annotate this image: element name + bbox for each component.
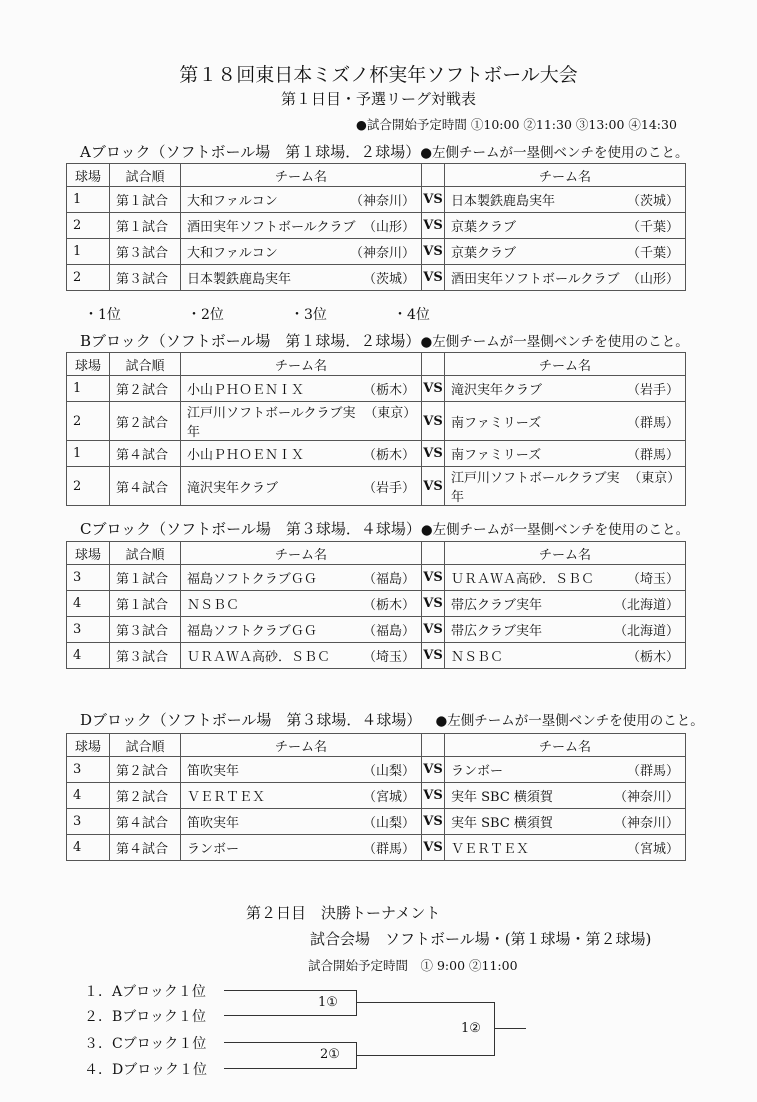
order-cell: 第１試合: [110, 591, 181, 617]
header-order: 試合順: [110, 353, 181, 376]
header-team: チーム名: [181, 164, 422, 187]
field-cell: 4: [67, 643, 110, 669]
team2-name: 酒田実年ソフトボールクラブ: [451, 272, 620, 287]
team2-name: ＵＲＡＷＡ高砂．ＳＢＣ: [451, 572, 595, 587]
team2-prefecture: （岩手）: [626, 383, 679, 398]
team1-name: 笛吹実年: [187, 816, 240, 831]
team2-name: 京葉クラブ: [451, 220, 517, 235]
team1-name: 小山ＰＨＯＥＮＩＸ: [187, 448, 305, 463]
team2-name: 南ファミリーズ: [451, 415, 542, 431]
header-team: チーム名: [181, 542, 422, 565]
field-cell: 1: [67, 239, 110, 265]
page-title: 第１８回東日本ミズノ杯実年ソフトボール大会: [179, 64, 578, 86]
team1-prefecture: （栃木）: [362, 448, 415, 463]
team1-prefecture: （福島）: [362, 624, 415, 639]
header-field: 球場: [67, 542, 110, 565]
team2-name: ランボー: [451, 764, 504, 779]
team2-prefecture: （群馬）: [626, 448, 679, 463]
start-times: ●試合開始予定時間 ①10:00 ②11:30 ③13:00 ④14:30: [356, 117, 677, 132]
team2-prefecture: （神奈川）: [613, 790, 679, 805]
vs-cell: VS: [422, 783, 445, 809]
team1-name: ランボー: [187, 842, 240, 857]
team2-name: 日本製鉄鹿島実年: [451, 194, 556, 209]
team1: [187, 620, 415, 639]
team1-prefecture: （山梨）: [362, 764, 415, 779]
header-vs: [422, 734, 445, 757]
team2-prefecture: （栃木）: [626, 650, 679, 665]
team2-cell: [445, 643, 686, 669]
header-team2: チーム名: [445, 734, 686, 757]
team2: [451, 412, 679, 431]
team2: [451, 760, 679, 779]
team1-prefecture: （宮城）: [362, 790, 415, 805]
team2-cell: [445, 239, 686, 265]
team2: [451, 646, 679, 665]
table-header-row: [67, 353, 686, 376]
team2-prefecture: （北海道）: [613, 624, 679, 639]
team1-cell: [181, 835, 422, 861]
team1-cell: [181, 591, 422, 617]
table-row: [67, 757, 686, 783]
header-vs: [422, 542, 445, 565]
header-vs: [422, 353, 445, 376]
vs-cell: VS: [422, 809, 445, 835]
team1-name: ＮＳＢＣ: [187, 598, 240, 613]
team1: [187, 402, 415, 440]
team1-prefecture: （群馬）: [362, 842, 415, 857]
team1: [187, 477, 415, 496]
team2-cell: [445, 783, 686, 809]
header-order: 試合順: [110, 542, 181, 565]
team2-prefecture: （東京）: [628, 471, 681, 486]
team2-cell: [445, 467, 686, 506]
match-1-label: 1①: [318, 995, 338, 1010]
team2-prefecture: （群馬）: [626, 415, 679, 431]
field-cell: 4: [67, 591, 110, 617]
team1-cell: [181, 187, 422, 213]
vs-cell: VS: [422, 187, 445, 213]
field-cell: 3: [67, 617, 110, 643]
team1: [187, 760, 415, 779]
team2-name: 実年 SBC 横須賀: [451, 816, 553, 831]
team1-cell: [181, 239, 422, 265]
day2-times: 試合開始予定時間 ① 9:00 ②11:00: [308, 958, 518, 973]
order-cell: 第２試合: [110, 376, 181, 402]
team1: [187, 379, 415, 398]
order-cell: 第４試合: [110, 809, 181, 835]
team2-cell: [445, 441, 686, 467]
team2-name: 帯広クラブ実年: [451, 624, 543, 639]
page-subtitle: 第１日目・予選リーグ対戦表: [280, 90, 476, 108]
table-header-row: [67, 164, 686, 187]
team1-name: ＵＲＡＷＡ高砂．ＳＢＣ: [187, 650, 331, 665]
bracket-line: [224, 1042, 356, 1043]
order-cell: 第３試合: [110, 265, 181, 291]
team2-prefecture: （北海道）: [613, 598, 679, 613]
field-cell: 1: [67, 187, 110, 213]
team1: [187, 190, 415, 209]
team1-prefecture: （神奈川）: [349, 246, 415, 261]
field-cell: 4: [67, 783, 110, 809]
team1-name: 日本製鉄鹿島実年: [187, 272, 292, 287]
team2-name: 帯広クラブ実年: [451, 598, 543, 613]
header-team2: チーム名: [445, 353, 686, 376]
bracket-line: [356, 990, 357, 1016]
team2-cell: [445, 376, 686, 402]
entry-4: ４．Dブロック１位: [84, 1062, 207, 1078]
header-team2: チーム名: [445, 542, 686, 565]
bracket-line: [356, 1055, 494, 1056]
field-cell: 1: [67, 441, 110, 467]
table-row: [67, 402, 686, 441]
bracket-line: [224, 1015, 356, 1016]
team1-name: 酒田実年ソフトボールクラブ: [187, 220, 356, 235]
bracket-line: [356, 1002, 494, 1003]
field-cell: 3: [67, 809, 110, 835]
table-header-row: [67, 542, 686, 565]
block-c-heading: Cブロック（ソフトボール場 第３球場．４球場）●左側チームが一塁側ベンチを使用のこと。: [80, 520, 690, 538]
team2: [451, 467, 679, 505]
order-cell: 第３試合: [110, 617, 181, 643]
vs-cell: VS: [422, 757, 445, 783]
table-row: [67, 467, 686, 506]
table-row: [67, 617, 686, 643]
team1: [187, 838, 415, 857]
vs-cell: VS: [422, 265, 445, 291]
team2-cell: [445, 565, 686, 591]
table-row: [67, 376, 686, 402]
team2: [451, 444, 679, 463]
field-cell: 3: [67, 565, 110, 591]
team1-name: 大和ファルコン: [187, 246, 278, 261]
team1-cell: [181, 467, 422, 506]
team1-name: 小山ＰＨＯＥＮＩＸ: [187, 383, 305, 398]
team2: [451, 216, 679, 235]
team2-cell: [445, 757, 686, 783]
team2-name: 南ファミリーズ: [451, 448, 542, 463]
team2-cell: [445, 835, 686, 861]
team2-prefecture: （宮城）: [626, 842, 679, 857]
team2-name: 実年 SBC 横須賀: [451, 790, 553, 805]
team1: [187, 812, 415, 831]
field-cell: 3: [67, 757, 110, 783]
team1-cell: [181, 617, 422, 643]
bracket-line: [494, 1028, 526, 1029]
block-d-heading: Dブロック（ソフトボール場 第３球場．４球場） ●左側チームが一塁側ベンチを使用のこと。: [80, 711, 704, 729]
field-cell: 2: [67, 213, 110, 239]
order-cell: 第４試合: [110, 467, 181, 506]
team1-cell: [181, 809, 422, 835]
field-cell: 2: [67, 402, 110, 441]
header-field: 球場: [67, 734, 110, 757]
block-b-heading: Bブロック（ソフトボール場 第１球場．２球場）●左側チームが一塁側ベンチを使用のこと。: [80, 332, 689, 350]
team1-prefecture: （埼玉）: [362, 650, 415, 665]
team1-cell: [181, 783, 422, 809]
vs-cell: VS: [422, 239, 445, 265]
team1-cell: [181, 643, 422, 669]
vs-cell: VS: [422, 441, 445, 467]
team2: [451, 594, 679, 613]
order-cell: 第４試合: [110, 835, 181, 861]
team1-name: 滝沢実年クラブ: [187, 480, 279, 496]
team1-name: 福島ソフトクラブＧＧ: [187, 624, 317, 639]
vs-cell: VS: [422, 617, 445, 643]
header-team: チーム名: [181, 734, 422, 757]
team2-name: 滝沢実年クラブ: [451, 383, 543, 398]
entry-1: １．Aブロック１位: [84, 984, 206, 1000]
team2: [451, 379, 679, 398]
header-order: 試合順: [110, 164, 181, 187]
table-row: [67, 783, 686, 809]
team1: [187, 594, 415, 613]
field-cell: 4: [67, 835, 110, 861]
team2: [451, 812, 679, 831]
team2-cell: [445, 213, 686, 239]
team2: [451, 568, 679, 587]
team1: [187, 646, 415, 665]
bracket-line: [224, 990, 356, 991]
team2-name: 江戸川ソフトボールクラブ実年: [451, 471, 620, 505]
team2-prefecture: （山形）: [626, 272, 679, 287]
day2-title: 第２日目 決勝トーナメント: [246, 904, 441, 922]
team2: [451, 190, 679, 209]
block-d-table: [66, 733, 686, 861]
team1-prefecture: （山梨）: [362, 816, 415, 831]
day2-venue: 試合会場 ソフトボール場・(第１球場・第２球場): [310, 930, 652, 948]
team2-cell: [445, 809, 686, 835]
field-cell: 1: [67, 376, 110, 402]
table-row: [67, 809, 686, 835]
team2: [451, 620, 679, 639]
team1-cell: [181, 402, 422, 441]
team1-prefecture: （栃木）: [362, 598, 415, 613]
final-label: 1②: [461, 1021, 481, 1036]
team2-name: 京葉クラブ: [451, 246, 517, 261]
team2-prefecture: （群馬）: [626, 764, 679, 779]
block-a-heading: Aブロック（ソフトボール場 第１球場．２球場）●左側チームが一塁側ベンチを使用のこと。: [80, 143, 689, 161]
team2-prefecture: （埼玉）: [626, 572, 679, 587]
team1-cell: [181, 441, 422, 467]
team1-cell: [181, 376, 422, 402]
vs-cell: VS: [422, 565, 445, 591]
entry-3: ３．Cブロック１位: [84, 1036, 207, 1052]
team2-cell: [445, 591, 686, 617]
vs-cell: VS: [422, 402, 445, 441]
order-cell: 第１試合: [110, 213, 181, 239]
team1-prefecture: （栃木）: [362, 383, 415, 398]
table-header-row: [67, 734, 686, 757]
team1-name: 笛吹実年: [187, 764, 240, 779]
table-row: [67, 265, 686, 291]
order-cell: 第２試合: [110, 783, 181, 809]
order-cell: 第３試合: [110, 643, 181, 669]
header-team: チーム名: [181, 353, 422, 376]
table-row: [67, 835, 686, 861]
table-row: [67, 213, 686, 239]
team1-name: 江戸川ソフトボールクラブ実年: [187, 406, 356, 440]
block-b-table: [66, 352, 686, 506]
table-row: [67, 643, 686, 669]
team1-name: 福島ソフトクラブＧＧ: [187, 572, 317, 587]
order-cell: 第１試合: [110, 565, 181, 591]
team1-prefecture: （茨城）: [362, 272, 415, 287]
team1: [187, 786, 415, 805]
team1-prefecture: （福島）: [362, 572, 415, 587]
vs-cell: VS: [422, 643, 445, 669]
bracket-line: [494, 1002, 495, 1056]
team2-prefecture: （千葉）: [626, 246, 679, 261]
block-c-table: [66, 541, 686, 669]
team2-cell: [445, 265, 686, 291]
team1-prefecture: （山形）: [362, 220, 415, 235]
team1: [187, 242, 415, 261]
team1: [187, 444, 415, 463]
order-cell: 第４試合: [110, 441, 181, 467]
team2-prefecture: （茨城）: [626, 194, 679, 209]
team2-cell: [445, 617, 686, 643]
field-cell: 2: [67, 265, 110, 291]
vs-cell: VS: [422, 835, 445, 861]
team1-name: ＶＥＲＴＥＸ: [187, 790, 266, 805]
order-cell: 第３試合: [110, 239, 181, 265]
order-cell: 第１試合: [110, 187, 181, 213]
order-cell: 第２試合: [110, 402, 181, 441]
team1-prefecture: （東京）: [364, 406, 417, 421]
table-row: [67, 187, 686, 213]
team1: [187, 568, 415, 587]
team2-cell: [445, 402, 686, 441]
table-row: [67, 591, 686, 617]
team2: [451, 242, 679, 261]
team2: [451, 786, 679, 805]
team2: [451, 268, 679, 287]
block-a-ranks: ・1位 ・2位 ・3位 ・4位: [84, 307, 430, 323]
vs-cell: VS: [422, 376, 445, 402]
team2-name: ＮＳＢＣ: [451, 650, 504, 665]
header-field: 球場: [67, 353, 110, 376]
match-2-label: 2①: [320, 1047, 340, 1062]
team1-prefecture: （岩手）: [362, 480, 415, 496]
team2: [451, 838, 679, 857]
field-cell: 2: [67, 467, 110, 506]
team1-prefecture: （神奈川）: [349, 194, 415, 209]
order-cell: 第２試合: [110, 757, 181, 783]
entry-2: ２．Bブロック１位: [84, 1009, 207, 1025]
team1-name: 大和ファルコン: [187, 194, 278, 209]
team1-cell: [181, 265, 422, 291]
header-order: 試合順: [110, 734, 181, 757]
header-field: 球場: [67, 164, 110, 187]
team1-cell: [181, 565, 422, 591]
bracket-line: [224, 1068, 356, 1069]
vs-cell: VS: [422, 591, 445, 617]
table-row: [67, 239, 686, 265]
block-a-table: [66, 163, 686, 291]
vs-cell: VS: [422, 213, 445, 239]
vs-cell: VS: [422, 467, 445, 506]
team1: [187, 268, 415, 287]
header-team2: チーム名: [445, 164, 686, 187]
team2-prefecture: （千葉）: [626, 220, 679, 235]
team1: [187, 216, 415, 235]
header-vs: [422, 164, 445, 187]
team2-cell: [445, 187, 686, 213]
team1-cell: [181, 213, 422, 239]
team2-prefecture: （神奈川）: [613, 816, 679, 831]
table-row: [67, 565, 686, 591]
team2-name: ＶＥＲＴＥＸ: [451, 842, 530, 857]
table-row: [67, 441, 686, 467]
team1-cell: [181, 757, 422, 783]
